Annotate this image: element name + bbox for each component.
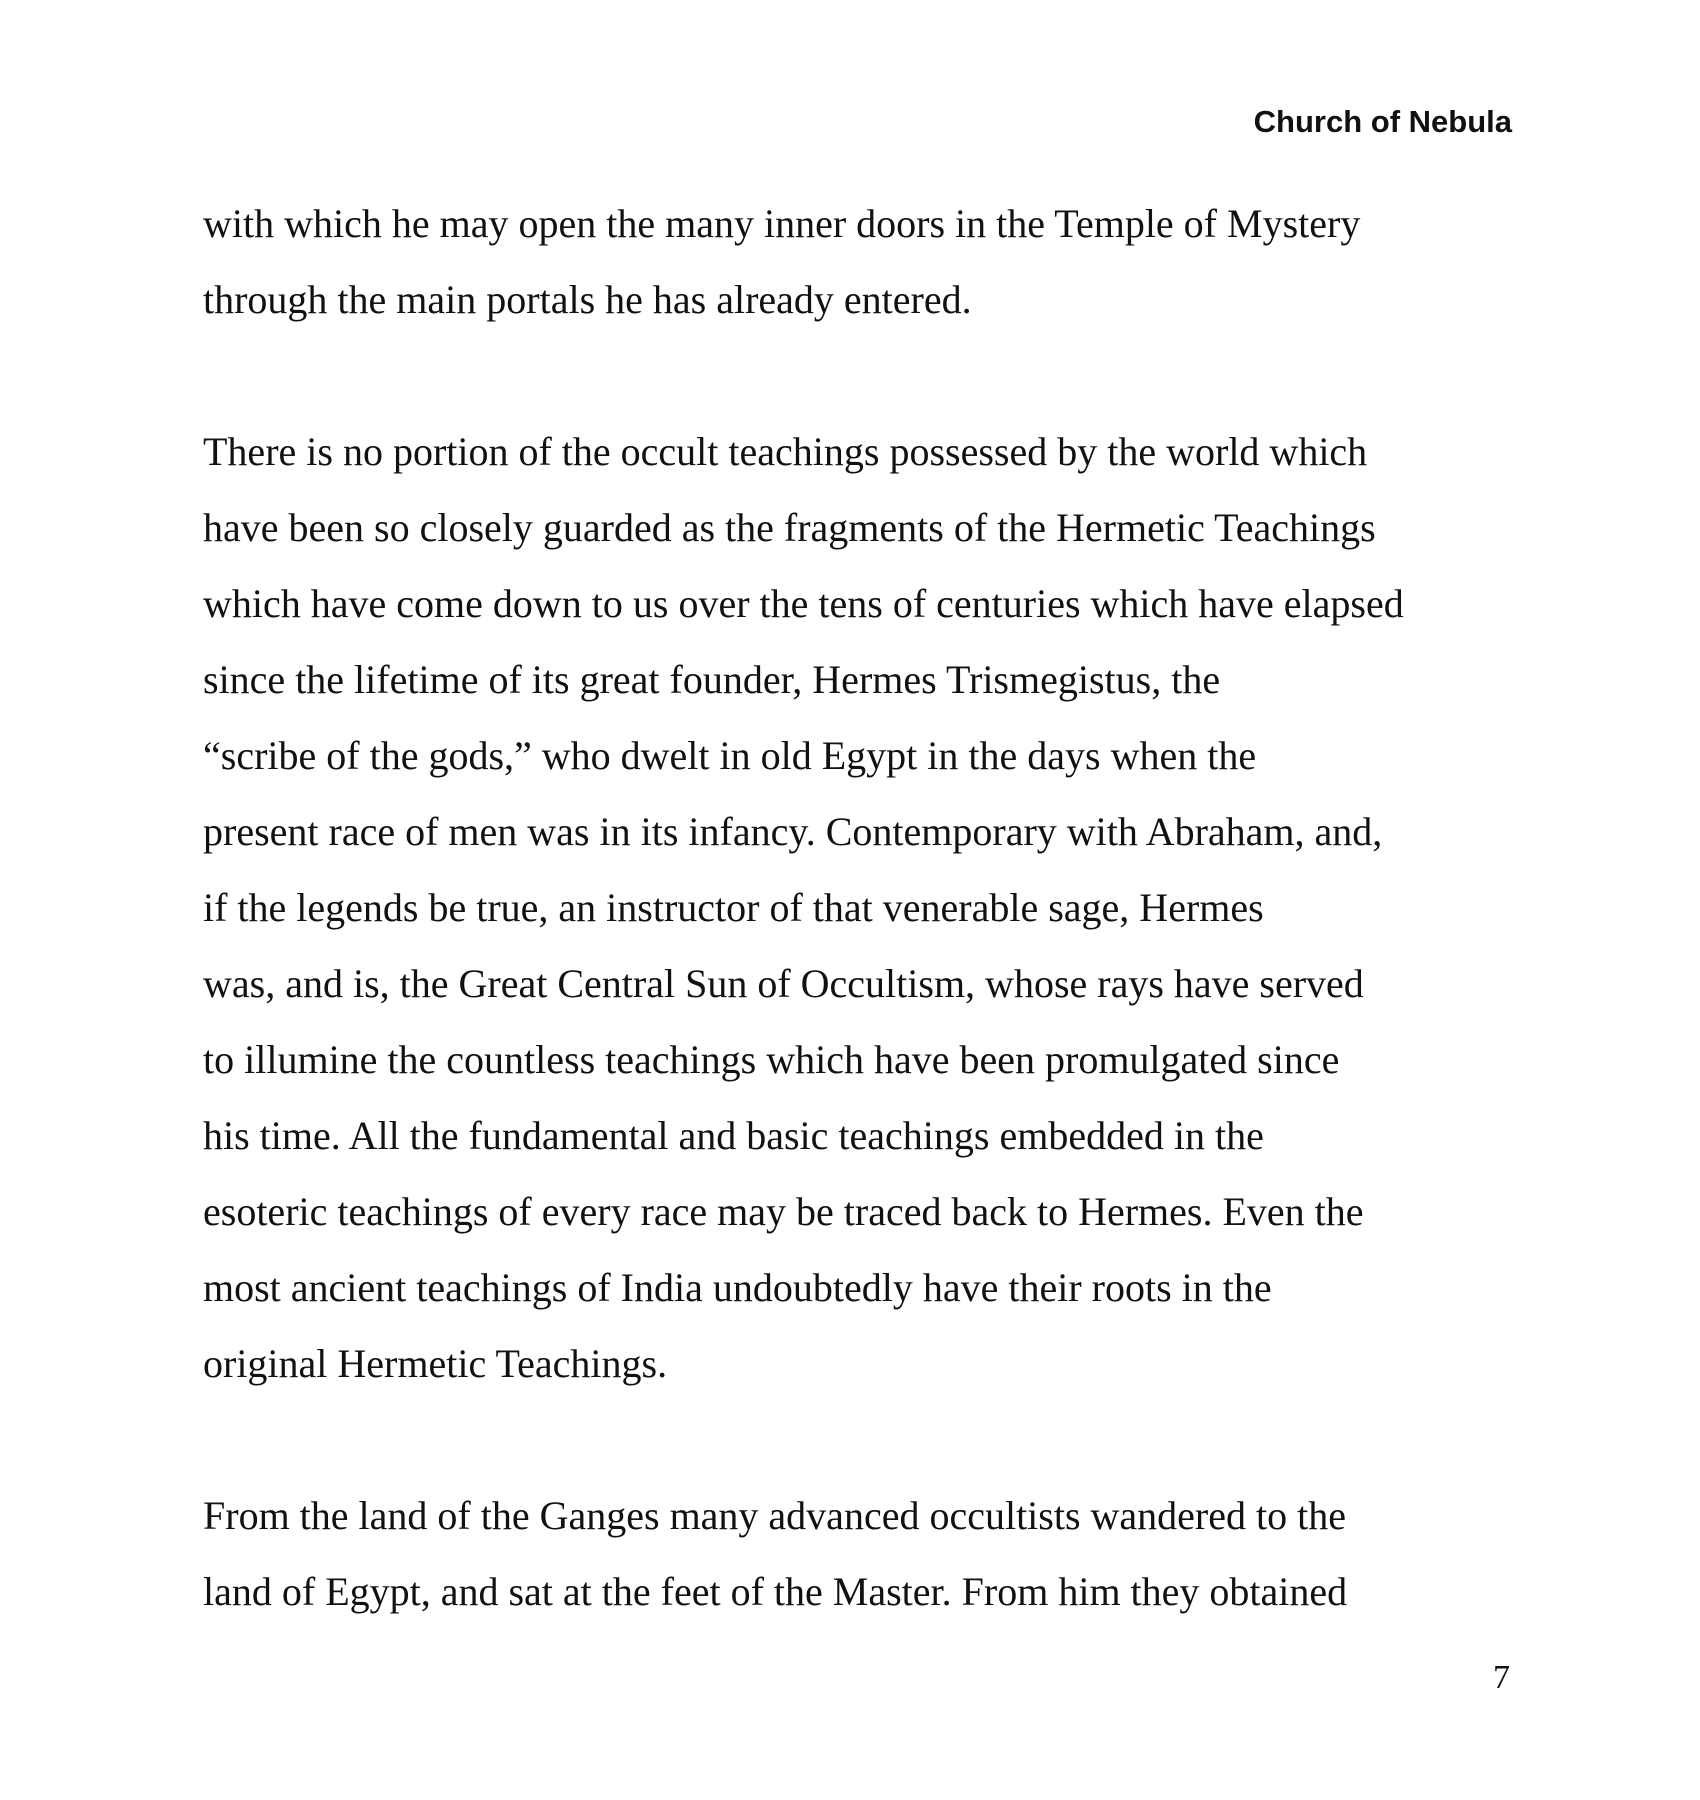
text-line: esoteric teachings of every race may be traced back to Hermes. Even the <box>203 1189 1364 1234</box>
page-number: 7 <box>1493 1659 1510 1696</box>
text-line: to illumine the countless teachings which have been promulgated since <box>203 1037 1340 1082</box>
text-line: original Hermetic Teachings. <box>203 1341 668 1386</box>
paragraph-spacer <box>203 338 1523 414</box>
paragraph-3 <box>203 1478 1523 1630</box>
text-line: with which he may open the many inner doors in the Temple of Mystery <box>203 201 1361 246</box>
text-line: since the lifetime of its great founder, Hermes Trismegistus, the <box>203 657 1221 702</box>
running-header: Church of Nebula <box>1253 104 1512 139</box>
text-line: present race of men was in its infancy. Contemporary with Abraham, and, <box>203 809 1383 854</box>
text-line: was, and is, the Great Central Sun of Occultism, whose rays have served <box>203 961 1364 1006</box>
text-line: which have come down to us over the tens of centuries which have elapsed <box>203 581 1404 626</box>
paragraph-1 <box>203 186 1523 338</box>
text-line: if the legends be true, an instructor of that venerable sage, Hermes <box>203 885 1264 930</box>
paragraph-spacer <box>203 1402 1523 1478</box>
text-line: There is no portion of the occult teachings possessed by the world which <box>203 429 1368 474</box>
text-line: From the land of the Ganges many advanced occultists wandered to the <box>203 1493 1346 1538</box>
text-line: land of Egypt, and sat at the feet of the Master. From him they obtained <box>203 1569 1348 1614</box>
text-line: most ancient teachings of India undoubtedly have their roots in the <box>203 1265 1272 1310</box>
body-text <box>203 186 1523 1630</box>
text-line: have been so closely guarded as the fragments of the Hermetic Teachings <box>203 505 1376 550</box>
text-line: “scribe of the gods,” who dwelt in old Egypt in the days when the <box>203 733 1257 778</box>
paragraph-2 <box>203 414 1523 1402</box>
text-line: through the main portals he has already entered. <box>203 277 972 322</box>
text-line: his time. All the fundamental and basic teachings embedded in the <box>203 1113 1264 1158</box>
